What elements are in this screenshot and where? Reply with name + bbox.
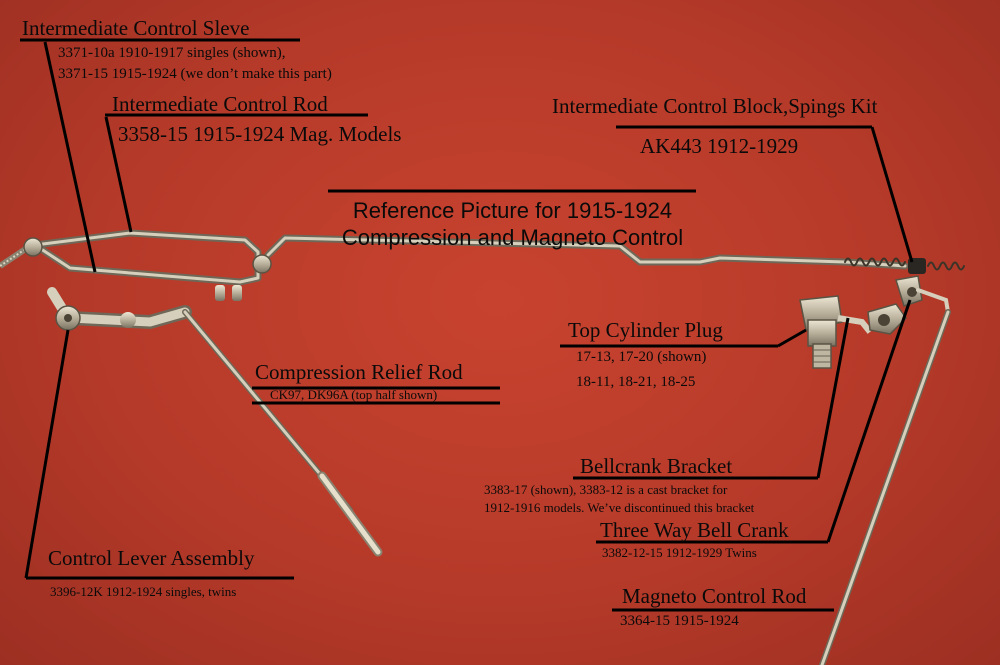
reference-line2: Compression and Magneto Control <box>341 225 684 250</box>
bracket-line2: 1912-1916 models. We’ve discontinued this bracket <box>484 500 755 515</box>
lever-line1: 3396-12K 1912-1924 singles, twins <box>50 584 237 599</box>
magneto-title: Magneto Control Rod <box>622 584 807 608</box>
lever-title: Control Lever Assembly <box>48 546 255 570</box>
plug-line2: 18-11, 18-21, 18-25 <box>576 374 696 390</box>
relief-line1: CK97, DK96A (top half shown) <box>270 387 438 402</box>
relief-title: Compression Relief Rod <box>255 360 463 384</box>
reference-line1: Reference Picture for 1915-1924 <box>352 198 673 223</box>
block-line1: AK443 1912-1929 <box>640 134 799 158</box>
control-lever-assembly <box>52 292 185 330</box>
rod-line1: 3358-15 1915-1924 Mag. Models <box>118 122 402 146</box>
sleeve-line2: 3371-15 1915-1924 (we don’t make this part) <box>58 66 332 82</box>
plug-title: Top Cylinder Plug <box>568 318 723 342</box>
bellcrank-line1: 3382-12-15 1912-1929 Twins <box>602 545 757 560</box>
compression-relief-rod <box>185 312 378 552</box>
sleeve-line1: 3371-10a 1910-1917 singles (shown), <box>58 45 286 61</box>
block-title: Intermediate Control Block,Spings Kit <box>552 94 878 118</box>
top-cylinder-plug <box>800 296 870 368</box>
rod-title: Intermediate Control Rod <box>112 92 328 116</box>
plug-line1: 17-13, 17-20 (shown) <box>576 349 707 365</box>
bellcrank-title: Three Way Bell Crank <box>600 518 789 542</box>
magneto-line1: 3364-15 1915-1924 <box>620 613 739 629</box>
bracket-title: Bellcrank Bracket <box>580 454 733 478</box>
sleeve-title: Intermediate Control Sleve <box>22 16 250 40</box>
control-sleeve <box>24 233 271 301</box>
bracket-line1: 3383-17 (shown), 3383-12 is a cast bracket for <box>484 482 728 497</box>
bellcrank <box>868 276 922 334</box>
magneto-control-rod <box>822 290 948 665</box>
